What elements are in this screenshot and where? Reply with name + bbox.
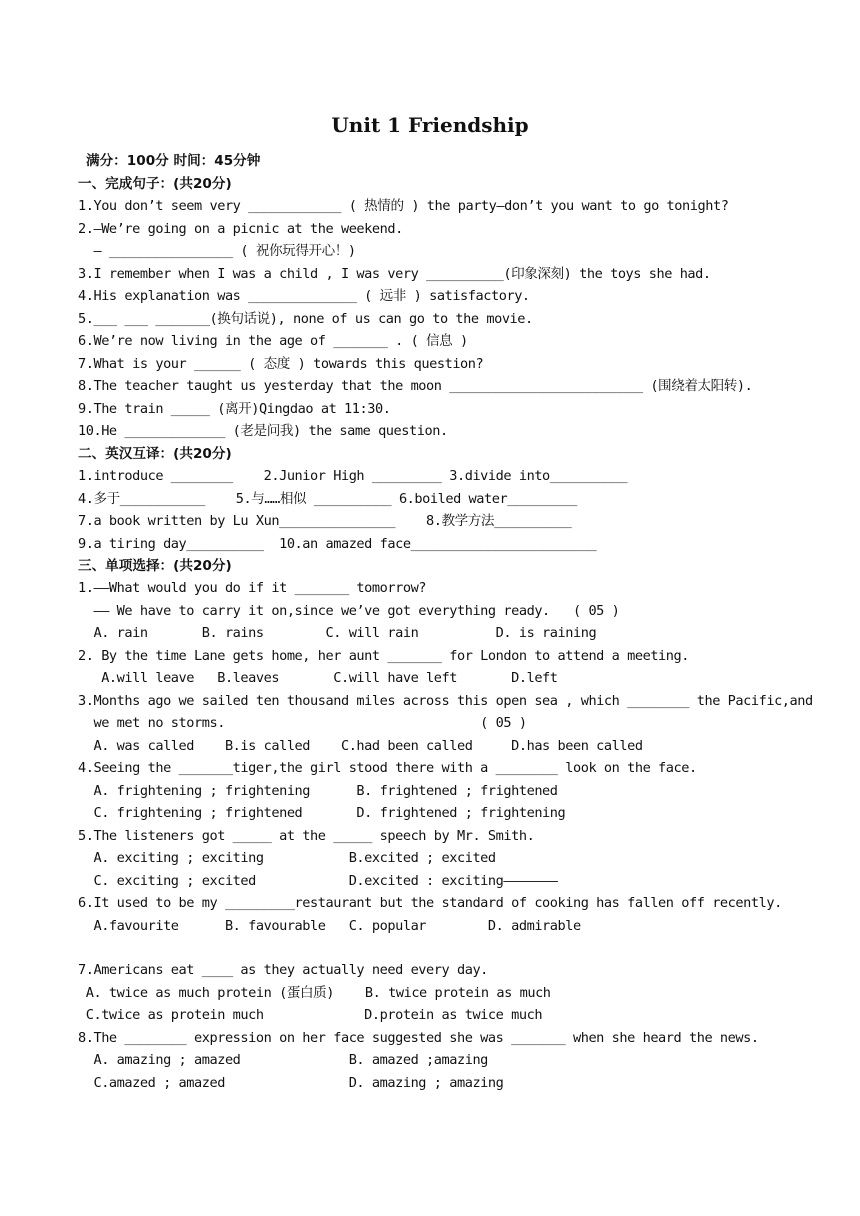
exercise-line: 2. By the time Lane gets home, her aunt _______ for London to attend a meeting. bbox=[78, 647, 689, 664]
exercise-line: 5.___ ___ _______(换句话说), none of us can go to the movie. bbox=[78, 310, 533, 327]
exercise-line: C. frightening ; frightened D. frightened ; frightening bbox=[78, 805, 566, 822]
exercise-line: 9.The train _____ (离开)Qingdao at 11:30. bbox=[78, 400, 391, 417]
exercise-line: 10.He _____________ (老是问我) the same question. bbox=[78, 423, 448, 440]
exercise-line: 1.You don’t seem very ____________ ( 热情的 ) the party—don’t you want to go tonight? bbox=[78, 198, 729, 215]
exercise-line: we met no storms. ( 05 ) bbox=[78, 715, 527, 732]
exercise-line: 8.The teacher taught us yesterday that the moon _________________________ (围绕着太阳转). bbox=[78, 378, 753, 395]
document-title: Unit 1 Friendship bbox=[331, 113, 529, 137]
exercise-line: 5.The listeners got _____ at the _____ speech by Mr. Smith. bbox=[78, 827, 535, 844]
exercise-line: 4.Seeing the _______tiger,the girl stood there with a ________ look on the face. bbox=[78, 760, 697, 777]
exercise-line: A. exciting ; exciting B.excited ; excited bbox=[78, 850, 496, 867]
exercise-line: 1.introduce ________ 2.Junior High _________ 3.divide into__________ bbox=[78, 468, 628, 485]
exercise-line: 6.We’re now living in the age of _______ . ( 信息 ) bbox=[78, 333, 468, 350]
exercise-line: — ________________ ( 祝你玩得开心！) bbox=[78, 243, 356, 260]
exercise-line: 9.a tiring day__________ 10.an amazed face________________________ bbox=[78, 535, 597, 552]
exercise-line: 7.a book written by Lu Xun_______________ 8.教学方法__________ bbox=[78, 513, 572, 530]
exercise-line: 6.It used to be my _________restaurant but the standard of cooking has fallen off recently. bbox=[78, 895, 782, 912]
exercise-line: 7.Americans eat ____ as they actually need every day. bbox=[78, 962, 488, 979]
exercise-line: A. amazing ; amazed B. amazed ;amazing bbox=[78, 1052, 488, 1069]
exercise-line: 3.I remember when I was a child , I was very __________(印象深刻) the toys she had. bbox=[78, 265, 711, 282]
exercise-line: 4.多于___________ 5.与……相似 __________ 6.boiled water_________ bbox=[78, 490, 577, 507]
exercise-line: 7.What is your ______ ( 态度 ) towards this question? bbox=[78, 355, 484, 372]
exercise-line: 1.——What would you do if it _______ tomorrow? bbox=[78, 580, 427, 597]
section-heading: 一、完成句子：(共20分) bbox=[78, 176, 232, 192]
exercise-line: C. exciting ; excited D.excited : exciting——————— bbox=[78, 872, 558, 889]
exercise-line: A.favourite B. favourable C. popular D. admirable bbox=[78, 917, 581, 934]
exercise-line: 3.Months ago we sailed ten thousand miles across this open sea , which ________ the Pacific,and bbox=[78, 692, 813, 709]
exercise-line: A. twice as much protein (蛋白质) B. twice protein as much bbox=[78, 984, 551, 1001]
exercise-line: C.twice as protein much D.protein as twice much bbox=[78, 1007, 543, 1024]
section-heading: 三、单项选择：(共20分) bbox=[78, 557, 232, 574]
exercise-line: C.amazed ; amazed D. amazing ; amazing bbox=[78, 1074, 504, 1091]
exercise-line: A.will leave B.leaves C.will have left D.left bbox=[78, 670, 558, 687]
exercise-line: A. rain B. rains C. will rain D. is raining bbox=[78, 625, 597, 642]
exercise-line: 8.The ________ expression on her face suggested she was _______ when she heard the news. bbox=[78, 1029, 759, 1046]
score-time-line: 满分：100分 时间：45分钟 bbox=[86, 153, 261, 169]
exercise-line: 2.—We’re going on a picnic at the weekend. bbox=[78, 220, 403, 237]
exercise-line: A. frightening ; frightening B. frightened ; frightened bbox=[78, 782, 558, 799]
section-heading: 二、英汉互译：(共20分) bbox=[78, 445, 232, 462]
exercise-line: —— We have to carry it on,since we’ve got everything ready. ( 05 ) bbox=[78, 602, 620, 619]
exercise-line: A. was called B.is called C.had been called D.has been called bbox=[78, 737, 643, 754]
exercise-line: 4.His explanation was ______________ ( 远非 ) satisfactory. bbox=[78, 288, 530, 305]
